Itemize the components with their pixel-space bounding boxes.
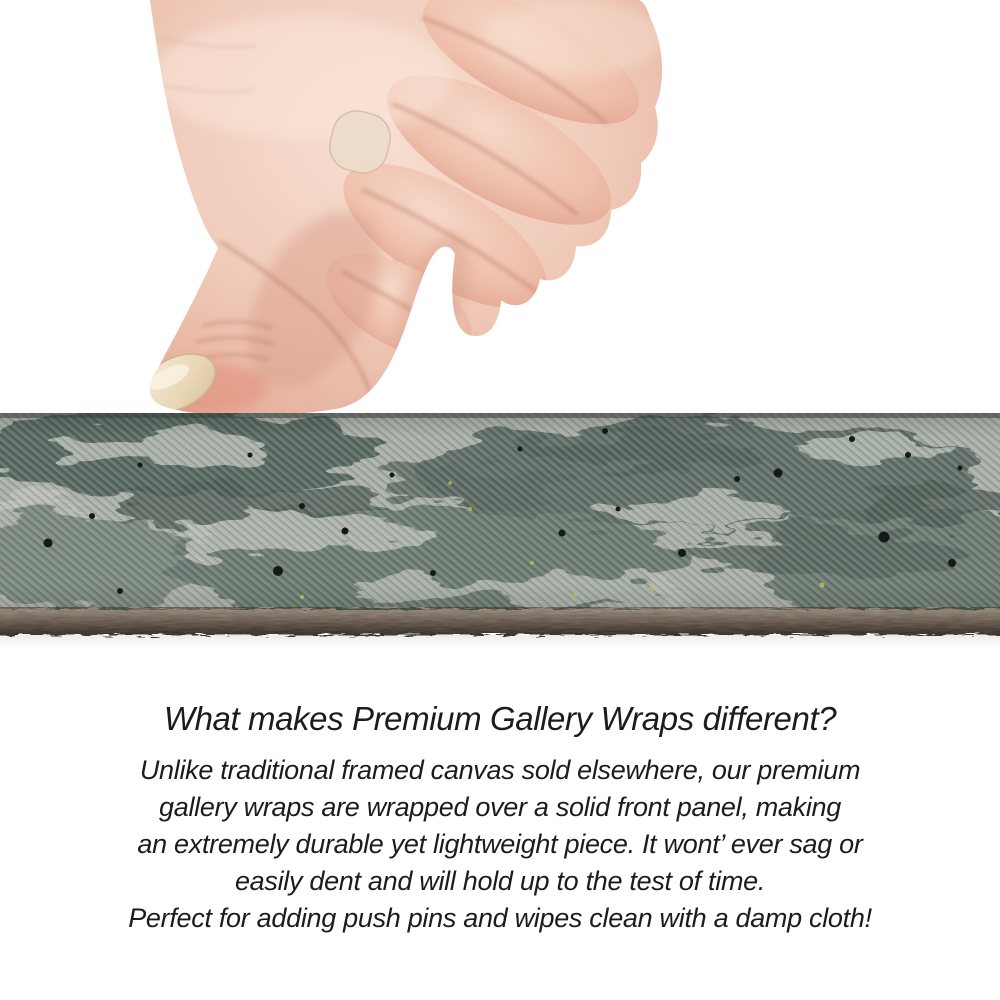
canvas-texture — [0, 413, 1000, 651]
canvas-edge-closeup-photo — [0, 413, 1000, 651]
body-line-1: Unlike traditional framed canvas sold elsewhere, our premium — [139, 755, 861, 785]
canvas-bottom-edge — [0, 607, 1000, 647]
body-line-4: easily dent and will hold up to the test of time. — [234, 866, 766, 896]
hand-pressing-thumb-photo — [103, 0, 663, 430]
heading: What makes Premium Gallery Wraps different? — [163, 700, 837, 737]
canvas-shading — [0, 413, 1000, 613]
body-line-3: an extremely durable yet lightweight piece. It wont’ ever sag or — [137, 829, 863, 859]
body-line-2: gallery wraps are wrapped over a solid front panel, making — [159, 792, 841, 822]
canvas-fold-line — [0, 413, 1000, 418]
copy-block — [0, 697, 1000, 937]
body-line-5: Perfect for adding push pins and wipes clean with a damp cloth! — [128, 903, 872, 933]
